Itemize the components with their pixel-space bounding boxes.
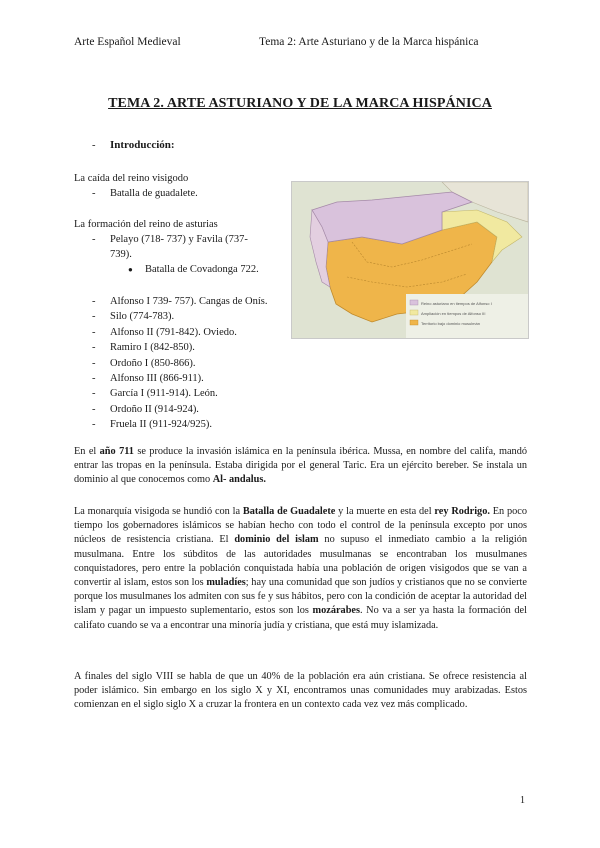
caida-label: La caída del reino visigodo (74, 173, 189, 184)
caida-item-text: Batalla de guadalete. (110, 188, 198, 199)
page-number: 1 (520, 795, 525, 806)
kings-list (0, 294, 300, 433)
running-header-right: Tema 2: Arte Asturiano y de la Marca hispánica (259, 36, 479, 48)
map-legend-3: Territorio bajo dominio musulmán (421, 321, 480, 326)
covadonga-item: Batalla de Covadonga 722. (145, 264, 259, 275)
map-legend-2: Ampliación en tiempos de Alfonso III (421, 311, 486, 316)
running-header-left: Arte Español Medieval (74, 36, 181, 48)
formacion-item-line1: Pelayo (718- 737) y Favila (737- (110, 234, 248, 245)
list-dash: - (92, 234, 96, 245)
sub-bullet-icon: ● (128, 265, 133, 274)
paragraph-3: A finales del siglo VIII se habla de que un 40% de la población era aún cristiana. Se ofrece resistencia al poder islámico. Sin embargo en los siglo X y XI, encontramos unas comunidades muy arabizadas. Estos comienzan en el siglo siglo X a cruzar la frontera en un contexto cada vez vez más complicado. (74, 671, 527, 711)
list-item: - Fruela II (911-924/925). (92, 419, 212, 431)
page-title: TEMA 2. ARTE ASTURIANO Y DE LA MARCA HISPÁNICA (108, 96, 492, 111)
map-legend-1: Reino asturiano en tiempos de Alfonso I (421, 301, 492, 306)
iberia-map-figure (291, 181, 529, 339)
intro-heading: Introducción: (110, 139, 175, 151)
formacion-item-line2: 739). (110, 249, 132, 260)
list-item: - Ordoño II (914-924). (92, 403, 199, 415)
list-item: - Alfonso I 739- 757). Cangas de Onís. (92, 296, 268, 307)
list-item: - Ordoño I (850-866). (92, 357, 196, 369)
list-dash: - (92, 188, 96, 199)
formacion-label: La formación del reino de asturias (74, 219, 218, 230)
paragraph-1: En el año 711 se produce la invasión islámica en la península ibérica. Mussa, en nombre del califa, mandó entrar las tropas en la península. Estaba dirigida por el general Taric. Era un ejército bereber. Se instala un dominio al que conocemos como Al- andalus. (74, 446, 527, 486)
iberia-map (292, 182, 528, 338)
list-item: - Silo (774-783). (92, 311, 175, 323)
intro-dash: - (92, 140, 96, 151)
list-item: - Ramiro I (842-850). (92, 342, 195, 354)
list-item: - García I (911-914). León. (92, 388, 218, 400)
list-item: - Alfonso II (791-842). Oviedo. (92, 326, 237, 338)
list-item: - Alfonso III (866-911). (92, 372, 204, 384)
paragraph-2: La monarquía visigoda se hundió con la Batalla de Guadalete y la muerte en esta del rey Rodrigo. En poco tiempo los gobernadores islámicos se habían hecho con todo el control de la península excepto por unos núcleos de resistencia cristiana. El dominio del islam no supuso el inmediato cambio a la religión musulmana. Entre los súbditos de las autoridades musulmanas se encontraban los musulmanes conquistadores, pero entre la población conquistada había una población de origen visigodos que se van a convertir al islam, estos son los muladíes; hay una comunidad que son judíos y cristianos que no se convierte porque los musulmanes los admiten con sus fe y sus hábitos, pero con la condición de aceptar la autoridad del islam y pagar un impuesto suplementario, estos son los mozárabes. No va a ser ya hasta la formación del califato cuando se va a encontrar una minoría judía y cristiana, que está muy islamizada. (74, 506, 527, 631)
